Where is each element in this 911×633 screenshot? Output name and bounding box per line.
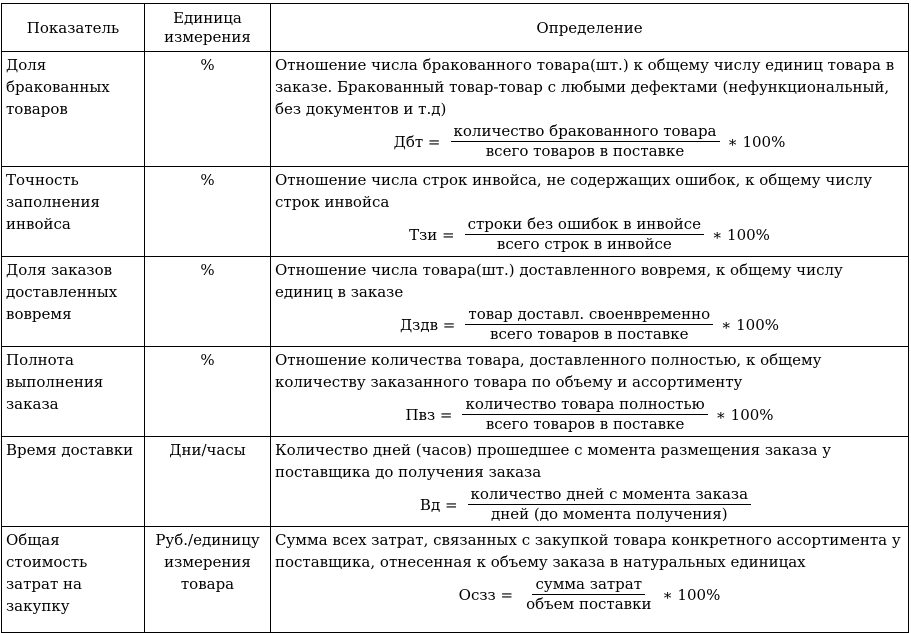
definition-text: Количество дней (часов) прошедшее с момента размещения заказа у поставщика до получения заказа bbox=[275, 441, 832, 481]
header-indicator: Показатель bbox=[2, 4, 145, 52]
formula-multiplier: ∗ 100% bbox=[721, 315, 780, 334]
formula bbox=[275, 485, 904, 524]
unit-cell: % bbox=[145, 257, 271, 347]
formula-variable: Дздв = bbox=[399, 315, 456, 334]
formula-variable: Пвз = bbox=[405, 405, 453, 424]
kpi-definitions-table bbox=[1, 3, 909, 633]
formula-denominator: всего товаров в поставке bbox=[485, 415, 685, 433]
definition-cell bbox=[271, 52, 909, 167]
formula-denominator: дней (до момента получения) bbox=[491, 505, 728, 523]
definition-text: Отношение количества товара, доставленного полностью, к общему количеству заказанного товара по объему и ассортименту bbox=[275, 351, 822, 391]
table-row bbox=[2, 257, 909, 347]
definition-text: Отношение числа бракованного товара(шт.) к общему числу единиц товара в заказе. Бракованный товар-товар с любыми дефектами (нефункциональный, без документов и т.д) bbox=[275, 56, 895, 118]
formula-variable: Тзи = bbox=[409, 225, 455, 244]
formula-fraction bbox=[462, 395, 707, 434]
formula-multiplier: ∗ 100% bbox=[662, 585, 721, 604]
formula-fraction bbox=[451, 122, 720, 161]
formula-numerator: сумма затрат bbox=[532, 575, 645, 595]
unit-cell: % bbox=[145, 52, 271, 167]
formula-numerator: товар доставл. своенвременно bbox=[465, 305, 713, 325]
definition-cell bbox=[271, 167, 909, 257]
formula-variable: Дбт = bbox=[393, 132, 441, 151]
formula-variable: Вд = bbox=[419, 495, 458, 514]
unit-cell: % bbox=[145, 347, 271, 437]
formula-denominator: всего строк в инвойсе bbox=[496, 235, 672, 253]
formula-multiplier: ∗ 100% bbox=[712, 225, 770, 244]
formula bbox=[275, 575, 904, 614]
formula-multiplier: ∗ 100% bbox=[715, 405, 774, 424]
formula bbox=[275, 305, 904, 344]
table-row bbox=[2, 347, 909, 437]
header-row bbox=[2, 4, 909, 52]
formula-variable: Осзз = bbox=[458, 585, 514, 604]
table-row bbox=[2, 527, 909, 633]
formula-denominator: всего товаров в поставке bbox=[485, 142, 685, 160]
unit-cell: Дни/часы bbox=[145, 437, 271, 527]
formula-fraction bbox=[465, 305, 713, 344]
formula-denominator: всего товаров в поставке bbox=[490, 325, 689, 343]
formula bbox=[275, 395, 904, 434]
formula-fraction bbox=[523, 575, 654, 614]
indicator-cell: Полнота выполнения заказа bbox=[2, 347, 145, 437]
definition-text: Отношение числа строк инвойса, не содержащих ошибок, к общему числу строк инвойса bbox=[275, 171, 873, 211]
formula-denominator: объем поставки bbox=[526, 595, 652, 613]
indicator-cell: Доля заказов доставленных вовремя bbox=[2, 257, 145, 347]
formula-multiplier: ∗ 100% bbox=[727, 132, 786, 151]
definition-text: Отношение числа товара(шт.) доставленного вовремя, к общему числу единиц в заказе bbox=[275, 261, 843, 301]
indicator-cell: Доля бракованных товаров bbox=[2, 52, 145, 167]
formula-numerator: строки без ошибок в инвойсе bbox=[465, 215, 704, 235]
formula bbox=[275, 122, 904, 161]
formula-fraction bbox=[465, 215, 704, 254]
formula-numerator: количество товара полностью bbox=[462, 395, 707, 415]
indicator-cell: Общая стоимость затрат на закупку bbox=[2, 527, 145, 633]
definition-cell bbox=[271, 437, 909, 527]
table-row bbox=[2, 167, 909, 257]
definition-cell bbox=[271, 257, 909, 347]
indicator-cell: Точность заполнения инвойса bbox=[2, 167, 145, 257]
formula-fraction bbox=[468, 485, 752, 524]
indicator-cell: Время доставки bbox=[2, 437, 145, 527]
definition-cell bbox=[271, 527, 909, 633]
definition-cell bbox=[271, 347, 909, 437]
header-definition: Определение bbox=[271, 4, 909, 52]
table-row bbox=[2, 437, 909, 527]
unit-cell: Руб./единицу измерения товара bbox=[145, 527, 271, 633]
header-unit: Единица измерения bbox=[145, 4, 271, 52]
formula bbox=[275, 215, 904, 254]
table-row bbox=[2, 52, 909, 167]
formula-numerator: количество дней с момента заказа bbox=[468, 485, 752, 505]
formula-numerator: количество бракованного товара bbox=[451, 122, 720, 142]
definition-text: Сумма всех затрат, связанных с закупкой товара конкретного ассортимента у поставщика, отнесенная к объему заказа в натуральных единицах bbox=[275, 531, 901, 571]
unit-cell: % bbox=[145, 167, 271, 257]
